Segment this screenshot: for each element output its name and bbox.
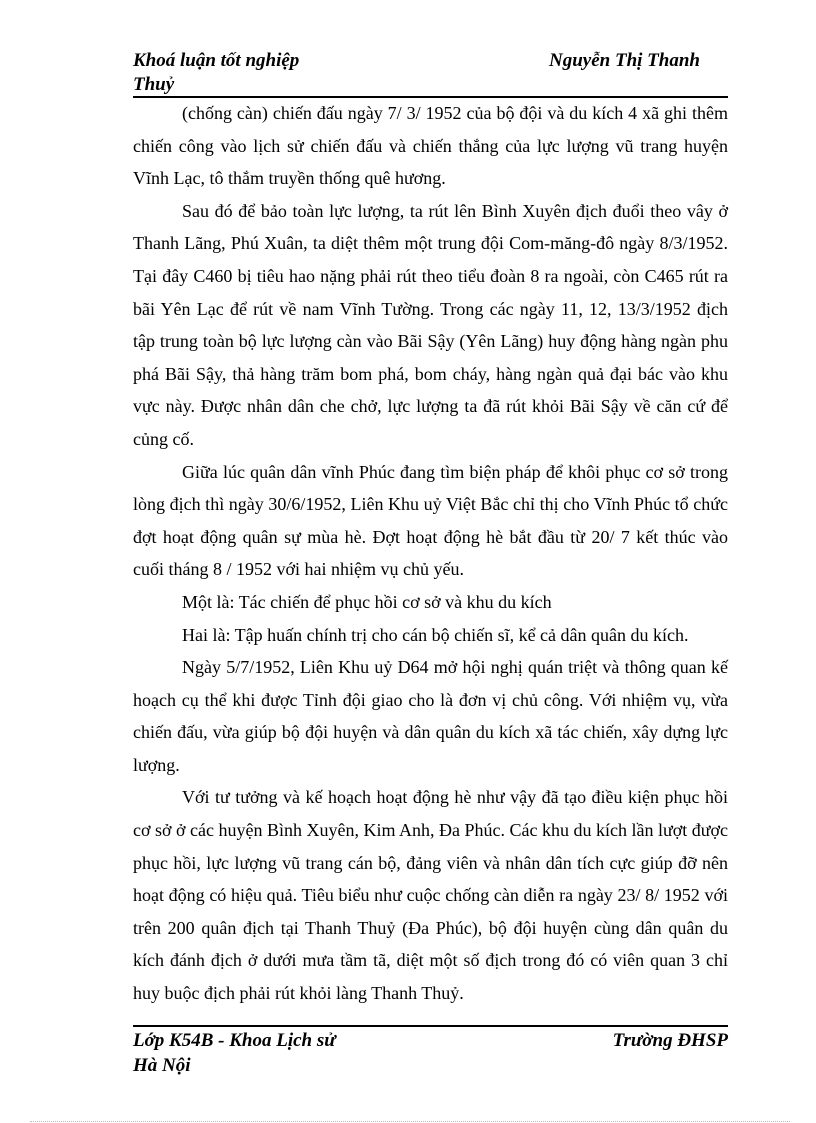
list-item-two: Hai là: Tập huấn chính trị cho cán bộ chiến sĩ, kể cả dân quân du kích. <box>182 624 689 645</box>
author-name-continued: Thuỷ <box>133 74 175 95</box>
class-department: Lớp K54B - Khoa Lịch sử <box>133 1030 336 1051</box>
list-item-one: Một là: Tác chiến để phục hồi cơ sở và khu du kích <box>182 591 552 612</box>
paragraph: Giữa lúc quân dân vĩnh Phúc đang tìm biện pháp để khôi phục cơ sở trong lòng địch thì ngày 30/6/1952, Liên Khu uỷ Việt Bắc chỉ thị cho Vĩnh Phúc tổ chức đợt hoạt động quân sự mùa hè. Đợt hoạt động hè bắt đầu từ 20/ 7 kết thúc vào cuối tháng 8 / 1952 với hai nhiệm vụ chủ yếu. <box>133 461 728 580</box>
paragraph: (chống càn) chiến đấu ngày 7/ 3/ 1952 của bộ đội và du kích 4 xã ghi thêm chiến công vào lịch sử chiến đấu và chiến thắng của lực lượng vũ trang huyện Vĩnh Lạc, tô thắm truyền thống quê hương. <box>133 103 728 189</box>
thesis-title: Khoá luận tốt nghiệp <box>133 50 300 71</box>
paragraph: Sau đó để bảo toàn lực lượng, ta rút lên Bình Xuyên địch đuổi theo vây ở Thanh Lãng, Phú Xuân, ta diệt thêm một trung đội Com-măng-đô ngày 8/3/1952. Tại đây C460 bị tiêu hao nặng phải rút theo tiểu đoàn 8 ra ngoài, còn C465 rút ra bãi Yên Lạc để rút về nam Vĩnh Tường. Trong các ngày 11, 12, 13/3/1952 địch tập trung toàn bộ lực lượng càn vào Bãi Sậy (Yên Lãng) huy động hàng ngàn phu phá Bãi Sậy, thả hàng trăm bom phá, bom cháy, hàng ngàn quả đại bác vào khu vực này. Được nhân dân che chở, lực lượng ta đã rút khỏi Bãi Sậy về căn cứ để củng cố. <box>133 200 728 449</box>
university-city: Hà Nội <box>133 1055 191 1076</box>
paragraph: Với tư tưởng và kế hoạch hoạt động hè như vậy đã tạo điều kiện phục hồi cơ sở ở các huyện Bình Xuyên, Kim Anh, Đa Phúc. Các khu du kích lần lượt được phục hồi, lực lượng vũ trang cán bộ, đảng viên và nhân dân tích cực giúp đỡ nên hoạt động có hiệu quả. Tiêu biểu như cuộc chống càn diễn ra ngày 23/ 8/ 1952 với trên 200 quân địch tại Thanh Thuỷ (Đa Phúc), bộ đội huyện cùng dân quân du kích đánh địch ở dưới mưa tầm tã, diệt một số địch trong đó có viên quan 3 chỉ huy buộc địch phải rút khỏi làng Thanh Thuỷ. <box>133 787 729 1004</box>
paragraph: Ngày 5/7/1952, Liên Khu uỷ D64 mở hội nghị quán triệt và thông quan kế hoạch cụ thể khi được Tỉnh đội giao cho là đơn vị chủ công. Với nhiệm vụ, vừa chiến đấu, vừa giúp bộ đội huyện và dân quân du kích xã tác chiến, xây dựng lực lượng. <box>133 657 728 775</box>
page-body <box>133 97 728 1010</box>
page-bottom-border <box>30 1121 790 1122</box>
footer-rule <box>133 1025 728 1027</box>
university-name: Trường ĐHSP <box>612 1030 728 1051</box>
author-name: Nguyễn Thị Thanh <box>549 50 700 71</box>
